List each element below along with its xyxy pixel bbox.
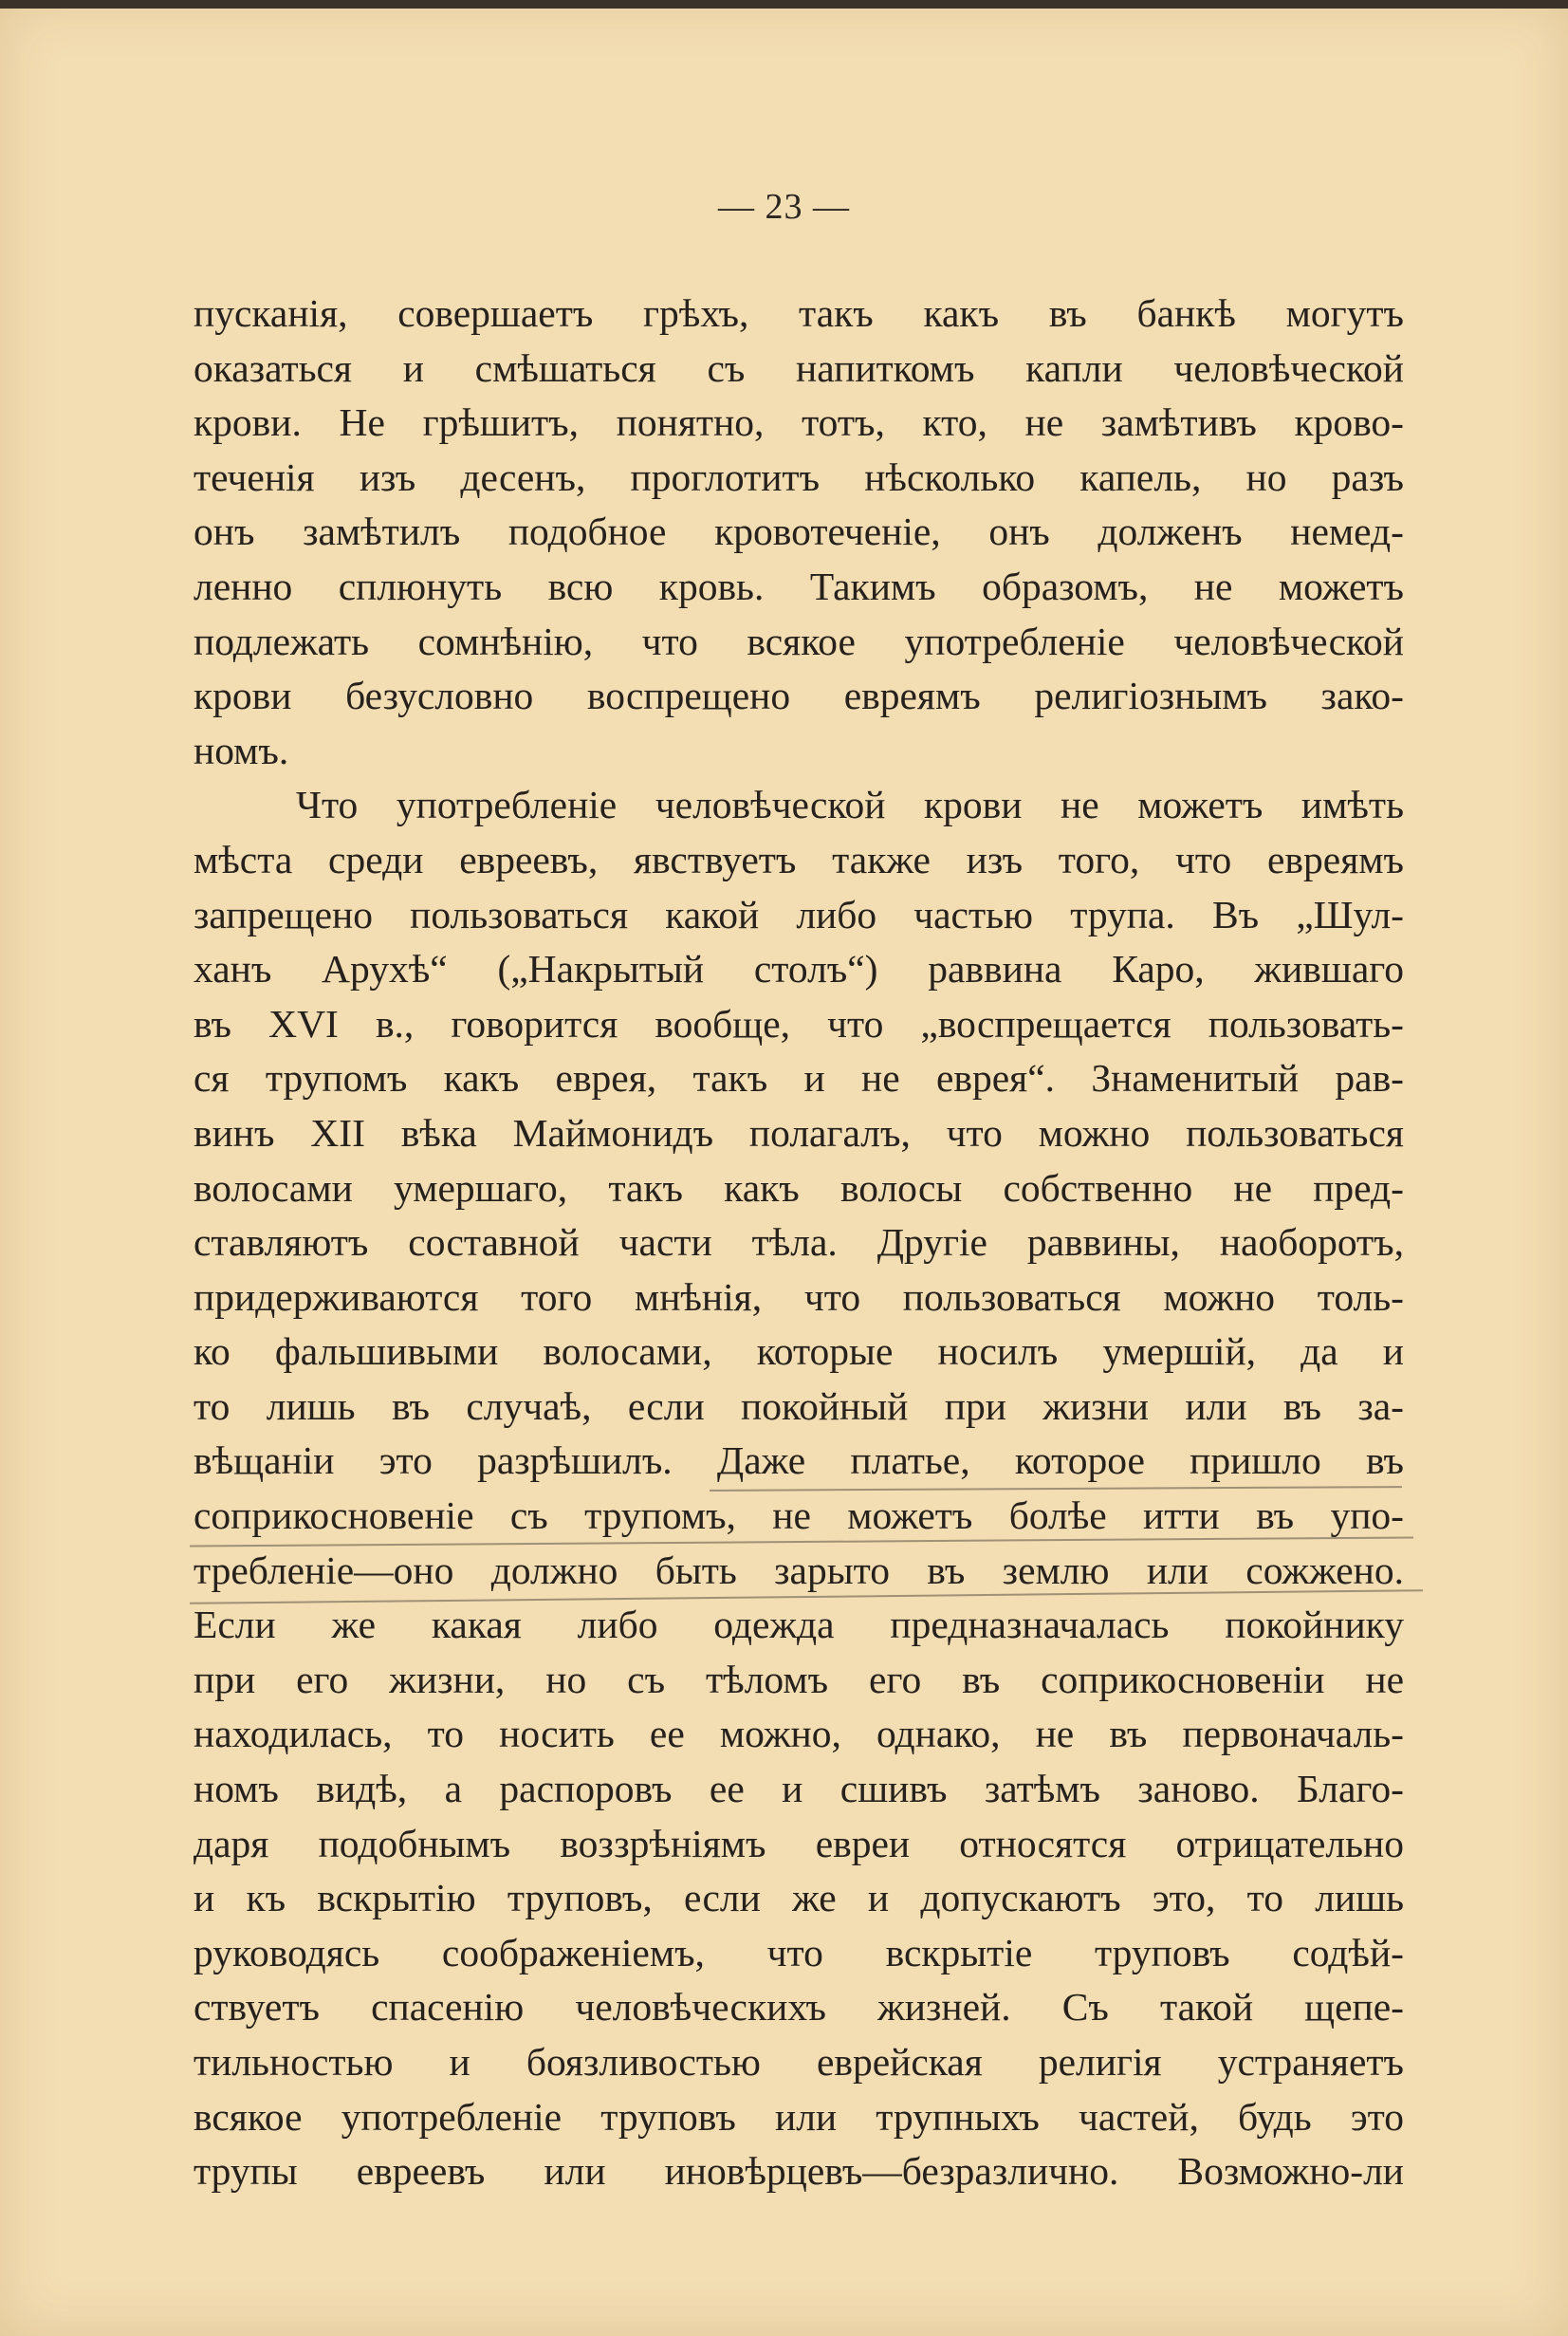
text-line: крови. Не грѣшитъ, понятно, тотъ, кто, не замѣтивъ крово- xyxy=(194,400,1404,445)
text-line: онъ замѣтилъ подобное кровотеченіе, онъ долженъ немед- xyxy=(194,510,1404,554)
text-line: придерживаются того мнѣнія, что пользоваться можно толь- xyxy=(194,1274,1404,1319)
text-line: подлежать сомнѣнію, что всякое употребленіе человѣческой xyxy=(194,619,1404,663)
text-line: Если же какая либо одежда предназначалась покойнику xyxy=(194,1603,1404,1647)
text-line: ко фальшивыми волосами, которые носилъ умершій, да и xyxy=(194,1329,1404,1374)
text-line: винъ XII вѣка Маймонидъ полагалъ, что можно пользоваться xyxy=(194,1110,1404,1155)
text-line: оказаться и смѣшаться съ напиткомъ капли человѣческой xyxy=(194,345,1404,390)
text-line: ся трупомъ какъ еврея, такъ и не еврея“. Знаменитый рав- xyxy=(194,1056,1404,1101)
text-line: трупы евреевъ или иновѣрцевъ—безразлично. Возможно-ли xyxy=(194,2149,1404,2194)
text-line: то лишь въ случаѣ, если покойный при жизни или въ за- xyxy=(194,1383,1404,1428)
scan-top-edge xyxy=(0,0,1568,9)
text-line: и къ вскрытію труповъ, если же и допускаютъ это, то лишь xyxy=(194,1876,1404,1920)
body-text xyxy=(194,287,1404,2199)
text-line: ханъ Арухѣ“ („Накрытый столъ“) раввина Каро, жившаго xyxy=(194,947,1404,992)
text-line: пусканія, совершаетъ грѣхъ, такъ какъ въ банкѣ могутъ xyxy=(194,291,1404,335)
text-line: вѣщаніи это разрѣшилъ. Даже платье, которое пришло въ xyxy=(194,1438,1404,1483)
text-line: требленіе—оно должно быть зарыто въ землю или сожжено. xyxy=(194,1548,1404,1592)
text-line: крови безусловно воспрещено евреямъ религіознымъ зако- xyxy=(194,674,1404,718)
text-line: находилась, то носить ее можно, однако, не въ первоначаль- xyxy=(194,1712,1404,1756)
text-line: всякое употребленіе труповъ или трупныхъ частей, будь это xyxy=(194,2094,1404,2139)
text-line: волосами умершаго, такъ какъ волосы собственно не пред- xyxy=(194,1165,1404,1210)
text-line: ставляютъ составной части тѣла. Другіе раввины, наоборотъ, xyxy=(194,1220,1404,1265)
text-line: мѣста среди евреевъ, явствуетъ также изъ того, что евреямъ xyxy=(194,837,1404,881)
text-line: ствуетъ спасенію человѣческихъ жизней. Съ такой щепе- xyxy=(194,1985,1404,2030)
page-number: — 23 — xyxy=(718,187,850,227)
text-line: запрещено пользоваться какой либо частью трупа. Въ „Шул- xyxy=(194,892,1404,936)
text-line: номъ. xyxy=(194,728,289,772)
text-line: тильностью и боязливостью еврейская религія устраняетъ xyxy=(194,2040,1404,2084)
text-line: при его жизни, но съ тѣломъ его въ соприкосновеніи не xyxy=(194,1657,1404,1701)
text-line: номъ видѣ, а распоровъ ее и сшивъ затѣмъ заново. Благо- xyxy=(194,1767,1404,1811)
text-line: теченія изъ десенъ, проглотитъ нѣсколько капель, но разъ xyxy=(194,454,1404,499)
text-line: соприкосновеніе съ трупомъ, не можетъ болѣе итти въ упо- xyxy=(194,1493,1404,1538)
text-line: руководясь соображеніемъ, что вскрытіе труповъ содѣй- xyxy=(194,1930,1404,1974)
text-line: ленно сплюнуть всю кровь. Такимъ образомъ, не можетъ xyxy=(194,564,1404,608)
text-line: въ XVI в., говорится вообще, что „воспрещается пользовать- xyxy=(194,1001,1404,1046)
text-line: даря подобнымъ воззрѣніямъ евреи относятся отрицательно xyxy=(194,1821,1404,1865)
text-line: Что употребленіе человѣческой крови не можетъ имѣть xyxy=(296,783,1404,827)
